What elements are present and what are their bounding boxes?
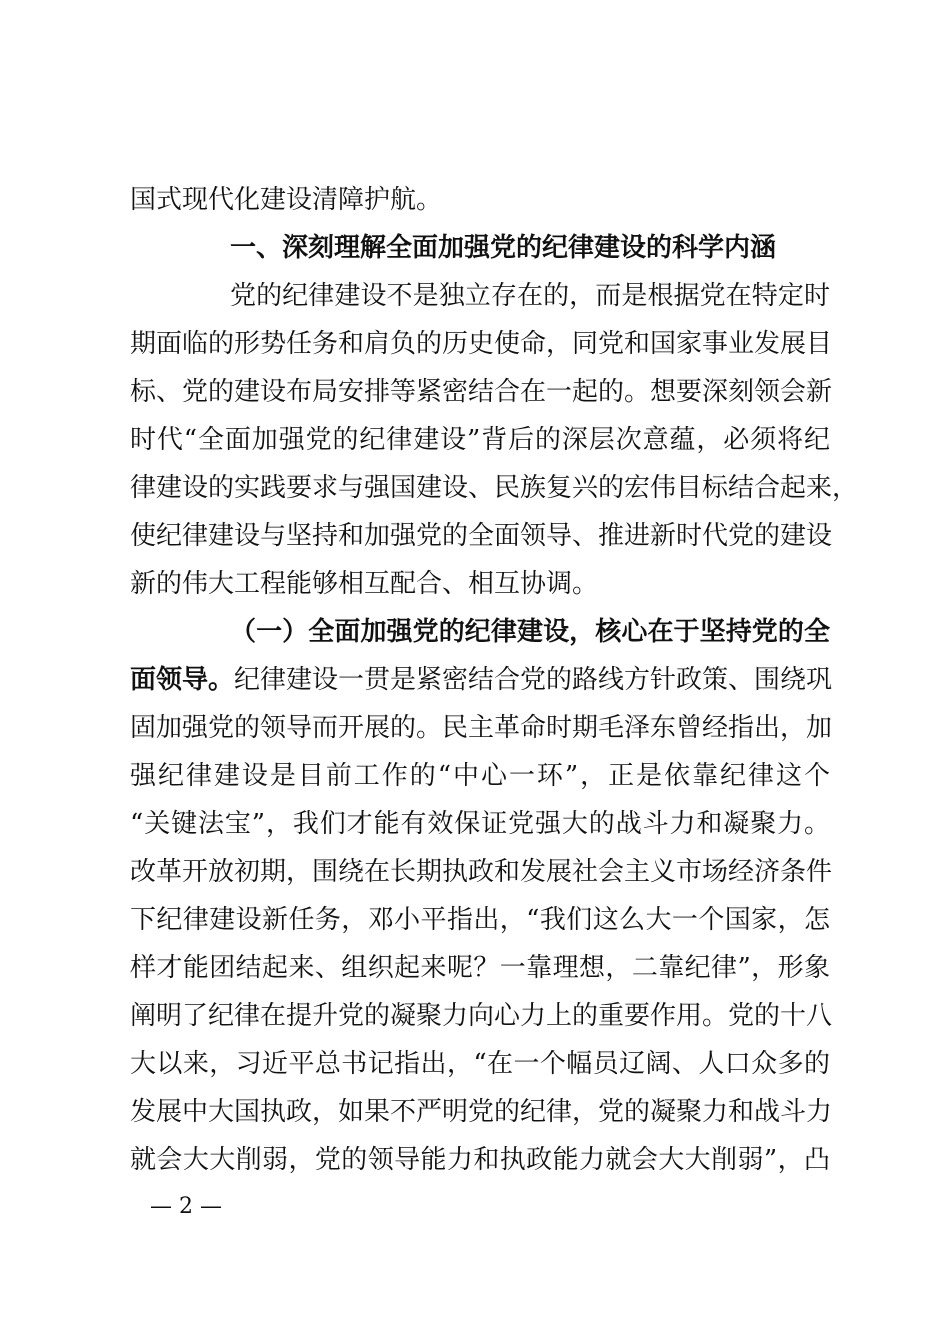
subsection-heading: （一）全面加强党的纪律建设，核心在于坚持党的全 bbox=[230, 617, 830, 647]
paragraph-line: 发展中大国执政，如果不严明党的纪律，党的凝聚力和战斗力 bbox=[130, 1097, 833, 1127]
paragraph-line: 标、党的建设布局安排等紧密结合在一起的。想要深刻领会新 bbox=[130, 377, 833, 407]
paragraph-line: 党的纪律建设不是独立存在的，而是根据党在特定时 bbox=[230, 281, 830, 311]
paragraph-line: 样才能团结起来、组织起来呢？一靠理想，二靠纪律”，形象 bbox=[130, 953, 830, 983]
paragraph-line: 国式现代化建设清障护航。 bbox=[130, 185, 443, 215]
paragraph-line: 下纪律建设新任务，邓小平指出，“我们这么大一个国家，怎 bbox=[130, 905, 830, 935]
subsection-heading-tail: 面领导。 bbox=[130, 665, 235, 695]
paragraph-line: 大以来，习近平总书记指出，“在一个幅员辽阔、人口众多的 bbox=[130, 1049, 830, 1079]
paragraph-line: 强纪律建设是目前工作的“中心一环”，正是依靠纪律这个 bbox=[130, 761, 830, 791]
paragraph-line: 就会大大削弱，党的领导能力和执政能力就会大大削弱”，凸 bbox=[130, 1145, 830, 1175]
paragraph-line: “关键法宝”，我们才能有效保证党强大的战斗力和凝聚力。 bbox=[130, 809, 830, 839]
section-heading: 一、深刻理解全面加强党的纪律建设的科学内涵 bbox=[230, 233, 777, 263]
paragraph-line: 固加强党的领导而开展的。民主革命时期毛泽东曾经指出，加 bbox=[130, 713, 833, 743]
paragraph-line: 期面临的形势任务和肩负的历史使命，同党和国家事业发展目 bbox=[130, 329, 833, 359]
paragraph-line: 时代“全面加强党的纪律建设”背后的深层次意蕴，必须将纪 bbox=[130, 425, 830, 455]
paragraph-line: 使纪律建设与坚持和加强党的全面领导、推进新时代党的建设 bbox=[130, 521, 833, 551]
paragraph-line-mixed bbox=[130, 660, 833, 700]
page-number: — 2 — bbox=[150, 1194, 222, 1219]
paragraph-line: 新的伟大工程能够相互配合、相互协调。 bbox=[130, 569, 599, 599]
paragraph-line: 律建设的实践要求与强国建设、民族复兴的宏伟目标结合起来， bbox=[130, 473, 859, 503]
paragraph-line: 改革开放初期，围绕在长期执政和发展社会主义市场经济条件 bbox=[130, 857, 833, 887]
paragraph-line: 阐明了纪律在提升党的凝聚力向心力上的重要作用。党的十八 bbox=[130, 1001, 833, 1031]
paragraph-line-start: 纪律建设一贯是紧密结合党的路线方针政策、围绕巩 bbox=[234, 665, 833, 695]
